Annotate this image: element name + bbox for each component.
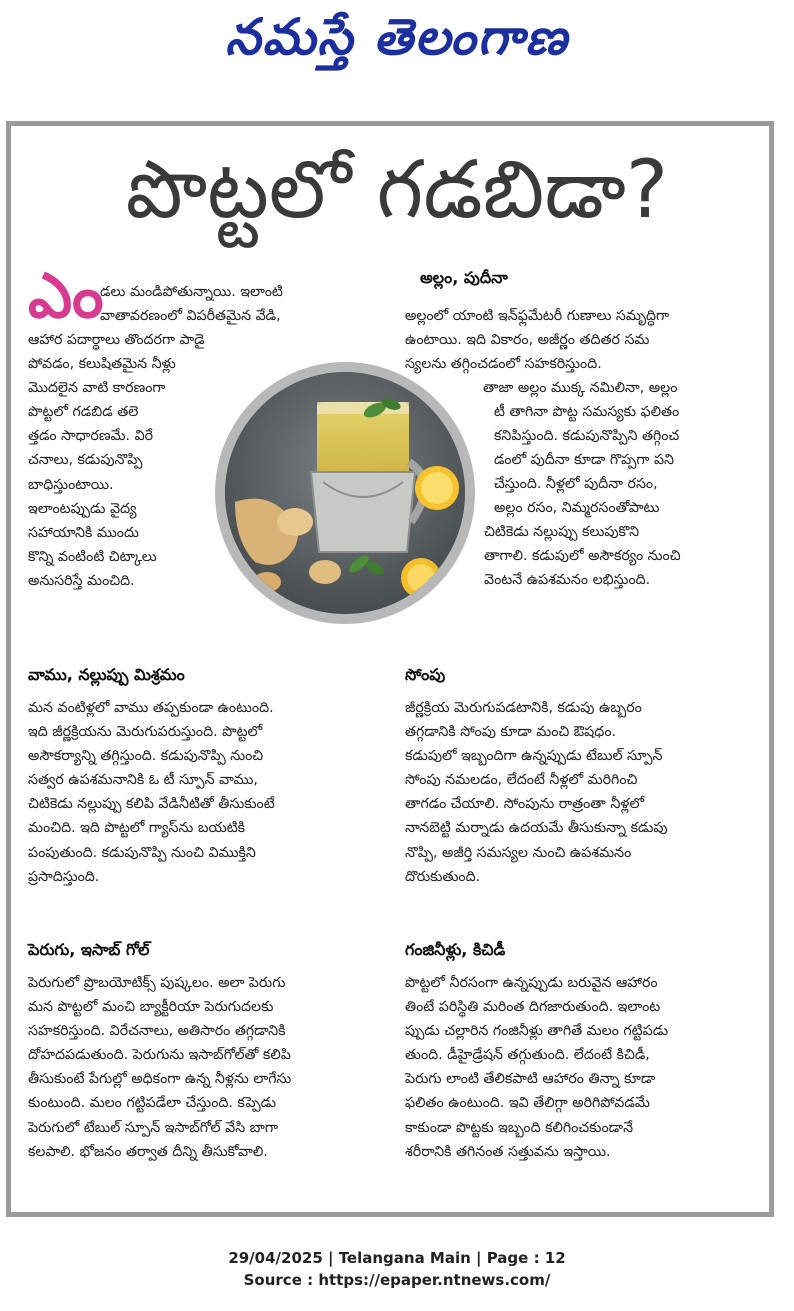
heading-allam: అల్లం, పుదీనా xyxy=(420,268,508,287)
perugu-text: పెరుగులో ప్రొబయోటిక్స్ పుష్కలం. అలా పెరుగు మన పొట్టలో మంచి బ్యాక్టీరియా పెరుగుదలకు సహకరిస్తుంది. విరేచనాలు, అతిసారం తగ్గడానికి దోహదపడుతుంది. పెరుగును ఇసాబ్‌గోల్‌తో కలిపి తీసుకుంటే పేగుల్లో అధికంగా ఉన్న నీళ్లను లాగేసు కుంటుంది. మలం గట్టిపడేలా చేస్తుంది. కప్పెడు పెరుగులో టేబుల్ స్పూన్ ఇసాబ్‌గోల్ వేసి బాగా కలపాలి. భోజనం తర్వాత దీన్ని తీసుకోవాలి. xyxy=(28,975,292,1160)
headline: పొట్టలో గడబిడా? xyxy=(125,143,669,236)
allam-text-mid: తాజా అల్లం ముక్క నమిలినా, అల్లం xyxy=(483,380,678,396)
masthead-logo: నమస్తే తెలంగాణ xyxy=(225,7,569,66)
heading-vamu: వాము, నల్లుప్పు మిశ్రమం xyxy=(28,665,185,684)
footer-date-page: 29/04/2025 | Telangana Main | Page : 12 xyxy=(228,1249,566,1267)
intro-text: ఆహార పదార్థాలు తొందరగా పాడై పోవడం, కలుషితమైన నీళ్లు మొదలైన వాటి కారణంగా పొట్టలో గడబిడ తలె త్తడం సాధారణమే. విరే చనాలు, కడుపునొప్పి బాధిస్తుంటాయి. ఇలాంటప్పుడు వైద్య సహాయానికి ముందు కొన్ని వంటింటి చిట్కాలు అనుసరిస్తే మంచిది. xyxy=(28,332,205,589)
article-frame-bottom xyxy=(6,1212,774,1217)
tea-illustration xyxy=(225,372,465,614)
heading-sompu: సోంపు xyxy=(405,665,446,684)
allam-text-bottom: చిటికెడు నల్లుప్పు కలుపుకొని తాగాలి. కడుపులో అసౌకర్యం నుంచి వెంటనే ఉపశమనం లభిస్తుంది. xyxy=(484,524,681,589)
sompu-text: జీర్ణక్రియ మెరుగుపడటానికి, కడుపు ఉబ్బరం తగ్గడానికి సోంపు కూడా మంచి ఔషధం. కడుపులో ఇబ్బందిగా ఉన్నప్పుడు టేబుల్ స్పూన్ సోంపు నమలడం, లేదంటే నీళ్లలో మరిగించి తాగడం చేయాలి. సోంపును రాత్రంతా నీళ్లలో నానబెట్టి మర్నాడు ఉదయమే తీసుకున్నా కడుపు నొప్పి, అజీర్తి సమస్యల నుంచి ఉపశమనం దొరుకుతుంది. xyxy=(405,700,668,885)
heading-ganji: గంజినీళ్లు, కిచిడీ xyxy=(405,940,506,959)
dropcap: ఎం xyxy=(28,259,104,332)
intro-text-top: డలు మండిపోతున్నాయి. ఇలాంటి వాతావరణంలో విపరీతమైన వేడి, xyxy=(100,284,283,325)
ganji-text: పొట్టలో నీరసంగా ఉన్నప్పుడు బరువైన ఆహారం తింటే పరిస్థితి మరింత దిగజారుతుంది. ఇలాంట ప్పుడు చల్లారిన గంజినీళ్లు తాగితే మలం గట్టిపడు తుంది. డీహైడ్రేషన్ తగ్గుతుంది. లేదంటే కిచిడీ, పెరుగు లాంటి తేలికపాటి ఆహారం తిన్నా కూడా ఫలితం ఉంటుంది. ఇవి తేలిగ్గా అరిగిపోవడమే కాకుండా పొట్టకు ఇబ్బంది కలిగించకుండానే శరీరానికి తగినంత సత్తువను ఇస్తాయి. xyxy=(405,975,669,1160)
footer-source: Source : https://epaper.ntnews.com/ xyxy=(243,1271,551,1289)
allam-text-top: అల్లంలో యాంటి ఇన్‌ఫ్లమేటరీ గుణాలు సమృద్ధిగా ఉంటాయి. ఇది వికారం, అజీర్ణం తదితర సమ స్యలను తగ్గించడంలో సహకరిస్తుంది. xyxy=(405,308,670,373)
allam-text-mid2: టీ తాగినా పొట్ట సమస్యకు ఫలితం కనిపిస్తుంది. కడుపునొప్పిని తగ్గించ డంలో పుదీనా కూడా గొప్పగా పని చేస్తుంది. నీళ్లలో పుదీనా రసం, అల్లం రసం, నిమ్మరసంతోపాటు xyxy=(494,404,680,517)
vamu-text: మన వంటిళ్లలో వాము తప్పకుండా ఉంటుంది. ఇది జీర్ణక్రియను మెరుగుపరుస్తుంది. పొట్టలో అసౌకర్యాన్ని తగ్గిస్తుంది. కడుపునొప్పి నుంచి సత్వర ఉపశమనానికి ఓ టీ స్పూన్ వాము, చిటికెడు నల్లుప్పు కలిపి వేడినీటితో తీసుకుంటే మంచిది. ఇది పొట్టలో గ్యాస్‌ను బయటికి పంపుతుంది. కడుపునొప్పి నుంచి విముక్తిని ప్రసాదిస్తుంది. xyxy=(28,700,275,885)
heading-perugu: పెరుగు, ఇసాబ్ గోల్ xyxy=(28,940,150,959)
tea-photo xyxy=(215,362,475,624)
